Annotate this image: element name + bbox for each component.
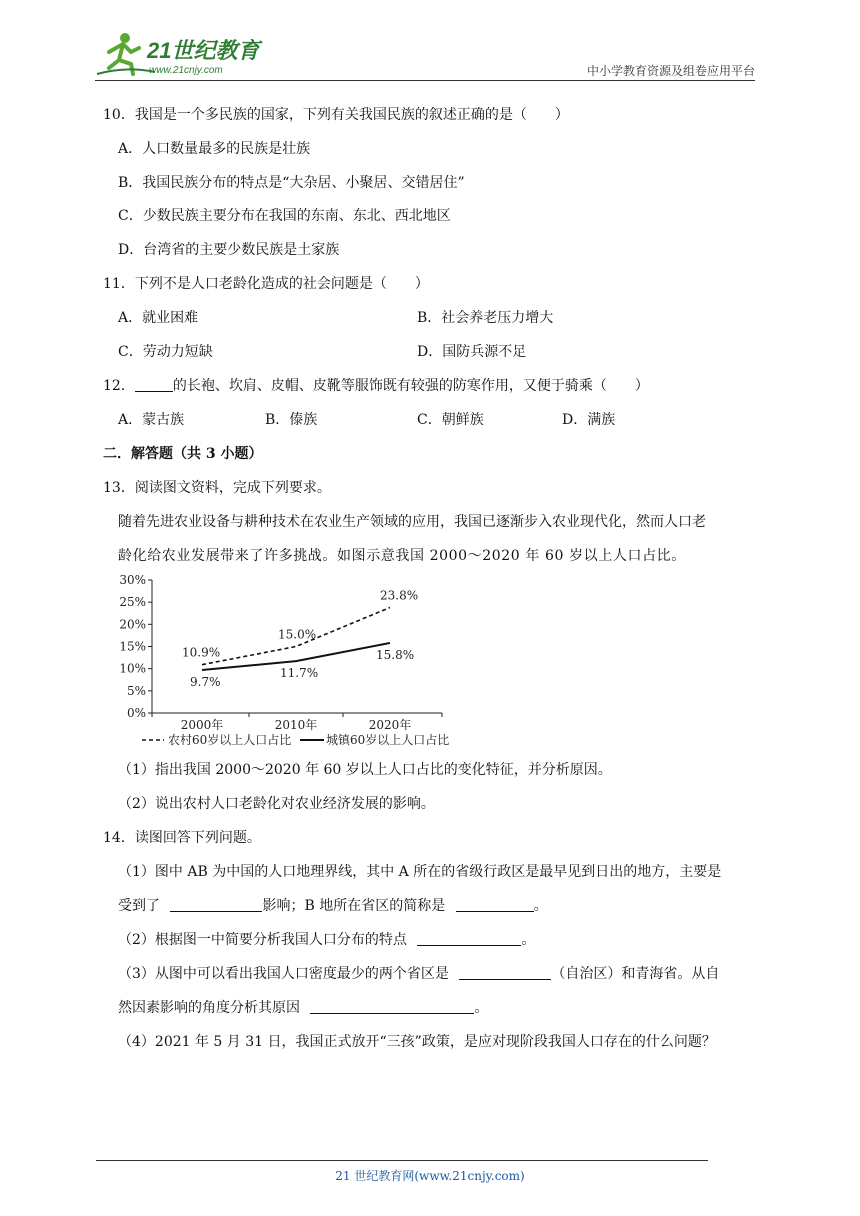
q13-paragraph-line2: 龄化给农业发展带来了许多挑战。如图示意我国 2000～2020 年 60 岁以上人口占比。 [118,548,686,564]
y-tick-label: 10% [119,661,146,676]
site-logo [95,30,265,80]
q14-answer-blank-3[interactable] [417,931,521,946]
q14-sub1-line1: （1）图中 AB 为中国的人口地理界线，其中 A 所在的省级行政区是最早见到日出的地方，主要是 [118,864,722,880]
y-tick-label: 30% [119,573,146,587]
q14-sub2 [118,930,535,950]
q12-stem [103,376,649,396]
q14-answer-blank-4[interactable] [459,965,551,980]
q10-option-d: D．台湾省的主要少数民族是土家族 [118,242,340,258]
q11-option-d: D．国防兵源不足 [417,344,527,360]
q14-sub3-end: 。 [474,1000,489,1016]
y-tick-label: 15% [119,639,146,654]
q10-stem: 10．我国是一个多民族的国家，下列有关我国民族的叙述正确的是（ ） [103,107,569,123]
q13-paragraph-line1: 随着先进农业设备与耕种技术在农业生产领域的应用，我国已逐渐步入农业现代化，然而人口老 [118,514,706,530]
q14-sub1-text-a: 受到了 [118,898,160,914]
y-tick-label: 25% [119,595,146,610]
x-axis [152,713,442,732]
q14-sub1-text-b: 影响；B 地所在省区的简称是 [262,898,446,914]
q14-answer-blank-1[interactable] [170,897,262,912]
q14-sub3-line1 [118,964,719,984]
y-axis [119,573,152,720]
legend-label-rural: 农村60岁以上人口占比 [168,733,292,747]
q12-stem-text: 的长袍、坎肩、皮帽、皮靴等服饰既有较强的防寒作用，又便于骑乘（ ） [172,378,649,394]
legend-label-urban: 城镇60岁以上人口占比 [326,733,450,747]
q13-sub1: （1）指出我国 2000～2020 年 60 岁以上人口占比的变化特征，并分析原因。 [118,762,612,778]
y-tick-label: 20% [119,617,146,632]
logo-text: 21世纪教育 [147,38,260,63]
q11-option-a: A．就业困难 [118,310,199,326]
footer-text[interactable]: 21 世纪教育网(www.21cnjy.com) [335,1169,525,1183]
data-label: 15.0% [278,627,317,642]
header-divider [95,80,755,81]
q10-option-c: C．少数民族主要分布在我国的东南、东北、西北地区 [118,208,451,224]
y-tick-label: 0% [126,706,146,720]
q12-option-a: A．蒙古族 [118,412,185,428]
data-label: 9.7% [190,674,221,689]
q14-stem: 14．读图回答下列问题。 [103,830,261,846]
q14-sub3-line2 [118,998,488,1018]
q12-option-d: D．满族 [562,412,616,428]
data-label: 11.7% [280,666,319,681]
section-heading: 二．解答题（共 3 小题） [103,446,263,462]
q14-sub3-text-a: （3）从图中可以看出我国人口密度最少的两个省区是 [118,966,449,982]
x-tick-label: 2000年 [180,718,224,732]
q14-sub3-text-b: （自治区）和青海省。从自 [551,966,720,982]
chart-series [182,588,418,689]
q14-sub1-text-c: 。 [533,898,548,914]
x-tick-label: 2020年 [368,718,412,732]
q10-option-b: B．我国民族分布的特点是“大杂居、小聚居、交错居住” [118,175,465,191]
q12-blank [135,377,173,392]
q13-stem: 13．阅读图文资料，完成下列要求。 [103,480,331,496]
q12-option-b: B．傣族 [265,412,318,428]
q11-stem: 11．下列不是人口老龄化造成的社会问题是（ ） [103,276,429,292]
q14-sub4: （4）2021 年 5 月 31 日，我国正式放开“三孩”政策，是应对现阶段我国人口存在的什么问题？ [118,1034,716,1050]
q10-option-a: A．人口数量最多的民族是壮族 [118,141,311,157]
q14-answer-blank-5[interactable] [310,999,474,1014]
q14-sub3-text-c: 然因素影响的角度分析其原因 [118,1000,300,1016]
header-platform-name: 中小学教育资源及组卷应用平台 [586,64,755,78]
logo-url: www.21cnjy.com [149,65,223,76]
q12-option-c: C．朝鲜族 [417,412,484,428]
q11-option-c: C．劳动力短缺 [118,344,213,360]
y-tick-label: 5% [126,683,146,698]
data-label: 15.8% [376,647,415,662]
q11-option-b: B．社会养老压力增大 [417,310,554,326]
page-header [0,0,860,86]
q14-sub1-line2 [118,896,548,916]
data-label: 23.8% [380,588,419,603]
q14-sub2-end: 。 [521,932,536,948]
aging-line-chart [112,570,472,752]
data-label: 10.9% [182,645,221,660]
q14-sub2-text: （2）根据图一中简要分析我国人口分布的特点 [118,932,407,948]
q12-number: 12． [103,378,135,394]
chart-legend [142,732,449,747]
x-tick-label: 2010年 [274,718,318,732]
q14-answer-blank-2[interactable] [456,897,534,912]
q13-sub2: （2）说出农村人口老龄化对农业经济发展的影响。 [118,796,435,812]
footer-divider [96,1160,708,1161]
